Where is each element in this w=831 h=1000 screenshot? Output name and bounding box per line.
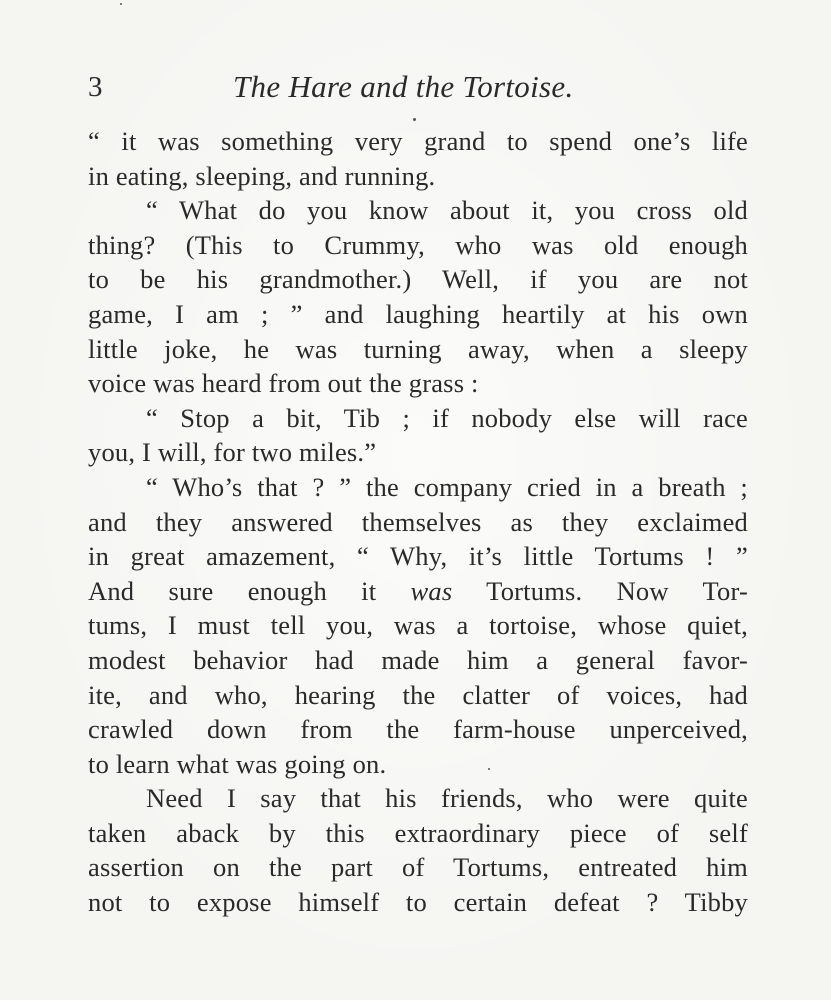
text-line: “ What do you know about it, you cross old bbox=[146, 195, 748, 226]
emphasized-word: was bbox=[410, 575, 453, 606]
page-header bbox=[88, 62, 748, 112]
page-number: 3 bbox=[88, 71, 103, 103]
text-line: ite, and who, hearing the clatter of voices, had bbox=[88, 679, 748, 710]
print-speck bbox=[488, 768, 490, 770]
text-segment: And sure enough it bbox=[88, 575, 377, 606]
text-line: “ Who’s that ? ” the company cried in a breath ; bbox=[146, 471, 748, 502]
text-segment: Tortums. Now Tor- bbox=[486, 575, 749, 606]
text-line: assertion on the part of Tortums, entreated him bbox=[88, 852, 748, 883]
text-line: thing? (This to Crummy, who was old enough bbox=[88, 229, 748, 260]
text-line: modest behavior had made him a general favor- bbox=[88, 644, 748, 675]
text-line: taken aback by this extraordinary piece of self bbox=[88, 817, 748, 848]
text-line: you, I will, for two miles.” bbox=[88, 437, 377, 468]
text-line: to learn what was going on. bbox=[88, 748, 387, 779]
text-line: tums, I must tell you, was a tortoise, whose quiet, bbox=[88, 610, 748, 641]
text-line: Need I say that his friends, who were quite bbox=[146, 783, 748, 814]
text-line: and they answered themselves as they exclaimed bbox=[88, 506, 748, 537]
text-line: crawled down from the farm-house unperceived, bbox=[88, 714, 748, 745]
text-line: “ Stop a bit, Tib ; if nobody else will race bbox=[146, 402, 748, 433]
text-line: voice was heard from out the grass : bbox=[88, 368, 479, 399]
text-line: in eating, sleeping, and running. bbox=[88, 160, 436, 191]
text-line: game, I am ; ” and laughing heartily at his own bbox=[88, 298, 748, 329]
story-text bbox=[88, 124, 748, 920]
text-line-with-emphasis bbox=[88, 574, 748, 609]
print-speck bbox=[413, 118, 416, 121]
running-title: The Hare and the Tortoise. bbox=[233, 69, 574, 104]
print-speck bbox=[120, 3, 122, 5]
text-line: little joke, he was turning away, when a sleepy bbox=[88, 333, 748, 364]
text-line: “ it was something very grand to spend one’s life bbox=[88, 126, 748, 156]
text-line: to be his grandmother.) Well, if you are not bbox=[88, 264, 748, 295]
text-line: not to expose himself to certain defeat ? Tibby bbox=[88, 887, 748, 918]
text-line: in great amazement, “ Why, it’s little Tortums ! ” bbox=[88, 541, 748, 572]
